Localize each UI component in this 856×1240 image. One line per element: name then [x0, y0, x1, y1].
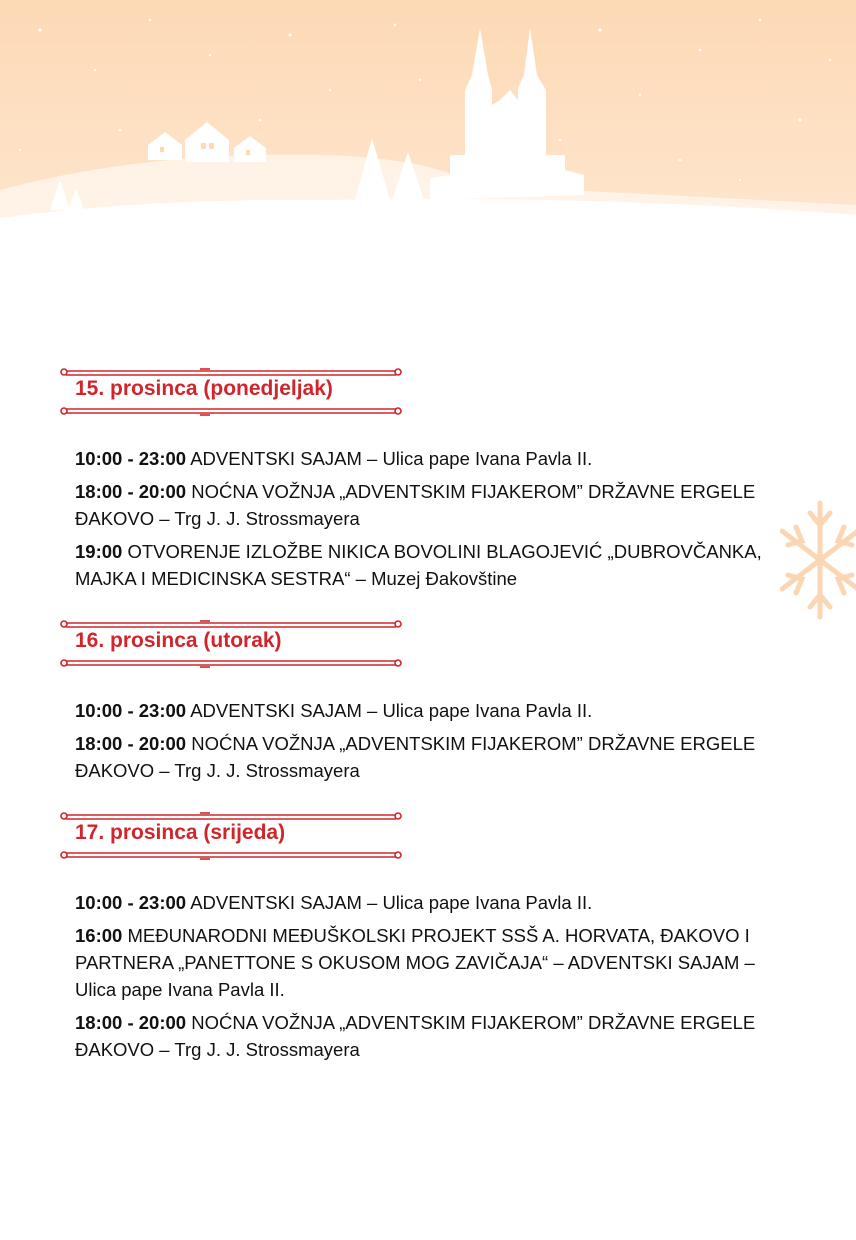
event-item [75, 538, 795, 592]
day-title-frame [60, 617, 402, 669]
event-time: 10:00 - 23:00 [75, 448, 187, 469]
day-title: 16. prosinca (utorak) [75, 629, 282, 652]
event-list [60, 889, 780, 1063]
event-item [75, 1009, 795, 1063]
event-description: NOĆNA VOŽNJA „ADVENTSKIM FIJAKEROM” DRŽAVNE ERGELE ĐAKOVO – Trg J. J. Strossmayera [75, 1012, 756, 1060]
event-list [60, 445, 780, 592]
event-description: MEĐUNARODNI MEĐUŠKOLSKI PROJEKT SSŠ A. HORVATA, ĐAKOVO I PARTNERA „PANETTONE S OKUSOM MOG ZAVIČAJA“ – ADVENTSKI SAJAM – Ulica pape Ivana Pavla II. [75, 925, 755, 1000]
event-description: NOĆNA VOŽNJA „ADVENTSKIM FIJAKEROM” DRŽAVNE ERGELE ĐAKOVO – Trg J. J. Strossmayera [75, 733, 756, 781]
event-item [75, 445, 795, 472]
event-list [60, 697, 780, 784]
event-description: OTVORENJE IZLOŽBE NIKICA BOVOLINI BLAGOJEVIĆ „DUBROVČANKA, MAJKA I MEDICINSKA SESTRA“ – Muzej Đakovštine [75, 541, 762, 589]
event-item [75, 730, 795, 784]
day-title: 15. prosinca (ponedjeljak) [75, 377, 333, 400]
event-time: 10:00 - 23:00 [75, 700, 187, 721]
event-time: 18:00 - 20:00 [75, 1012, 187, 1033]
day-section [60, 617, 780, 790]
day-section [60, 809, 780, 1069]
event-description: ADVENTSKI SAJAM – Ulica pape Ivana Pavla II. [190, 700, 593, 721]
event-time: 18:00 - 20:00 [75, 733, 187, 754]
event-item [75, 478, 795, 532]
day-title: 17. prosinca (srijeda) [75, 821, 286, 844]
event-time: 18:00 - 20:00 [75, 481, 187, 502]
event-item [75, 922, 795, 1003]
event-time: 19:00 [75, 541, 123, 562]
event-description: ADVENTSKI SAJAM – Ulica pape Ivana Pavla II. [190, 448, 593, 469]
day-title-frame [60, 809, 402, 861]
day-section [60, 365, 780, 598]
event-item [75, 697, 795, 724]
event-description: NOĆNA VOŽNJA „ADVENTSKIM FIJAKEROM” DRŽAVNE ERGELE ĐAKOVO – Trg J. J. Strossmayera [75, 481, 756, 529]
advent-town-header-illustration [0, 0, 856, 240]
day-title-frame [60, 365, 402, 417]
event-time: 10:00 - 23:00 [75, 892, 187, 913]
event-time: 16:00 [75, 925, 123, 946]
event-item [75, 889, 795, 916]
event-description: ADVENTSKI SAJAM – Ulica pape Ivana Pavla II. [190, 892, 593, 913]
